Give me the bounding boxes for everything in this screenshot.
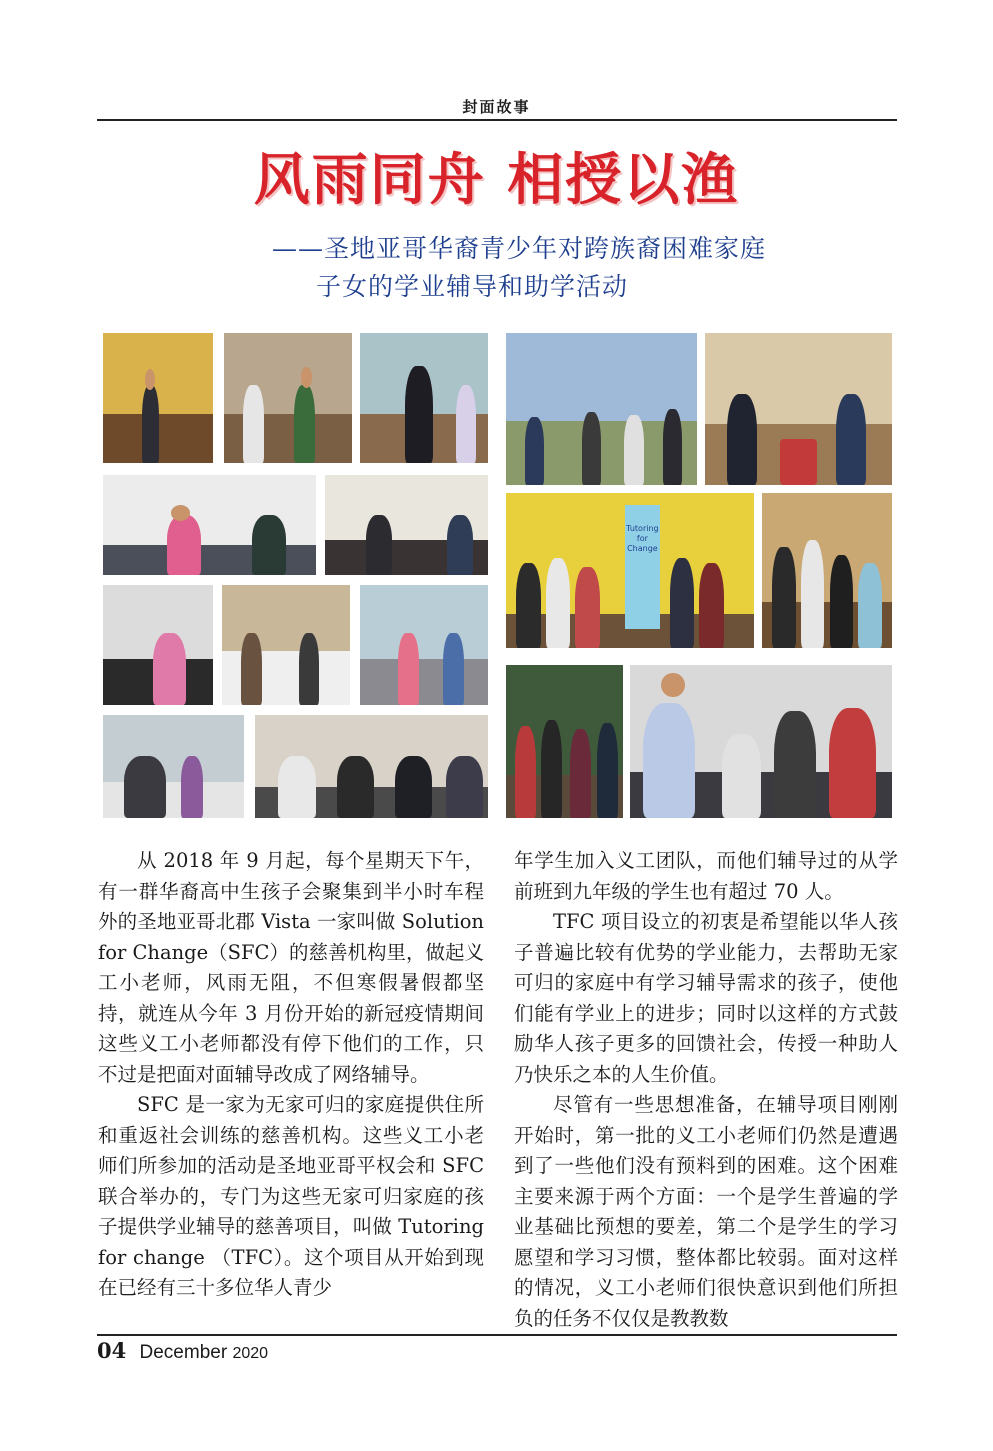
subtitle-line-2: 子女的学业辅导和助学活动 (316, 272, 629, 301)
paragraph: 尽管有一些思想准备，在辅导项目刚刚开始时，第一批的义工小老师们仍然是遭遇到了一些他们没有预料到的困难。这个困难主要来源于两个方面：一个是学生普遍的学业基础比预想的要差，第二个是学生的学习愿望和学习习惯，整体都比较弱。面对这样的情况，义工小老师们很快意识到他们所担负的任务不仅仅是教教数 (514, 1093, 898, 1330)
photo-handing-gifts (630, 665, 892, 818)
issue-month: December (139, 1342, 228, 1363)
photo-whiteboard-girl (103, 475, 316, 575)
photo-tutoring-table (103, 333, 213, 463)
photo-holiday-group (506, 665, 623, 818)
photo-party-table (705, 333, 892, 485)
paragraph: 年学生加入义工团队，而他们辅导过的从学前班到九年级的学生也有超过 70 人。 (514, 849, 898, 903)
article-subtitle (272, 230, 832, 306)
issue-year: 2020 (232, 1345, 269, 1362)
article-column-2 (514, 846, 898, 1334)
section-label: 封面故事 (462, 98, 531, 116)
paragraph: TFC 项目设立的初衷是希望能以华人孩子普遍比较有优势的学业能力，去帮助无家可归的家庭中有学习辅导需求的孩子，使他们能有学业上的进步；同时以这样的方式鼓励华人孩子更多的回馈社会，传授一种助人乃快乐之本的人生价值。 (514, 910, 898, 1086)
photo-girl-at-wall (103, 585, 213, 705)
article-title: 风雨同舟 相授以渔 (253, 148, 740, 213)
photo-tutor-boy (103, 715, 244, 818)
banner-text: Tutoring for Change (626, 524, 659, 553)
photo-library-group (762, 493, 892, 648)
photo-group-banner (506, 493, 754, 648)
photo-kids-chairs (224, 333, 352, 463)
photo-whiteboard-room (325, 475, 488, 575)
subtitle-line-1: ——圣地亚哥华裔青少年对跨族裔困难家庭 (272, 234, 767, 263)
article-column-1 (98, 846, 484, 1304)
paragraph: 从 2018 年 9 月起，每个星期天下午，有一群华裔高中生孩子会聚集到半小时车程外的圣地亚哥北郡 Vista 一家叫做 Solution for Change（SFC）的慈善机构里，做起义工小老师，风雨无阻，不但寒假暑假都坚持，就连从今年 3 月份开始的新冠疫情期间这些义工小老师都没有停下他们的工作，只不过是把面对面辅导改成了网络辅导。 (98, 849, 484, 1086)
photo-tutor-writing (360, 333, 488, 463)
page-number: 04 (97, 1338, 127, 1363)
bottom-rule (97, 1334, 897, 1336)
photo-classroom-kids (255, 715, 488, 818)
top-rule (97, 119, 897, 121)
photo-girls-homework (222, 585, 350, 705)
page-footer (97, 1338, 268, 1364)
photo-group-table (360, 585, 488, 705)
paragraph: SFC 是一家为无家可归的家庭提供住所和重返社会训练的慈善机构。这些义工小老师们所参加的活动是圣地亚哥平权会和 SFC 联合举办的，专门为这些无家可归家庭的孩子提供学业辅导的慈善项目，叫做 Tutoring for change （TFC）。这个项目从开始到现在已经有三十多位华人青少 (98, 1093, 484, 1299)
photo-playground (506, 333, 697, 485)
